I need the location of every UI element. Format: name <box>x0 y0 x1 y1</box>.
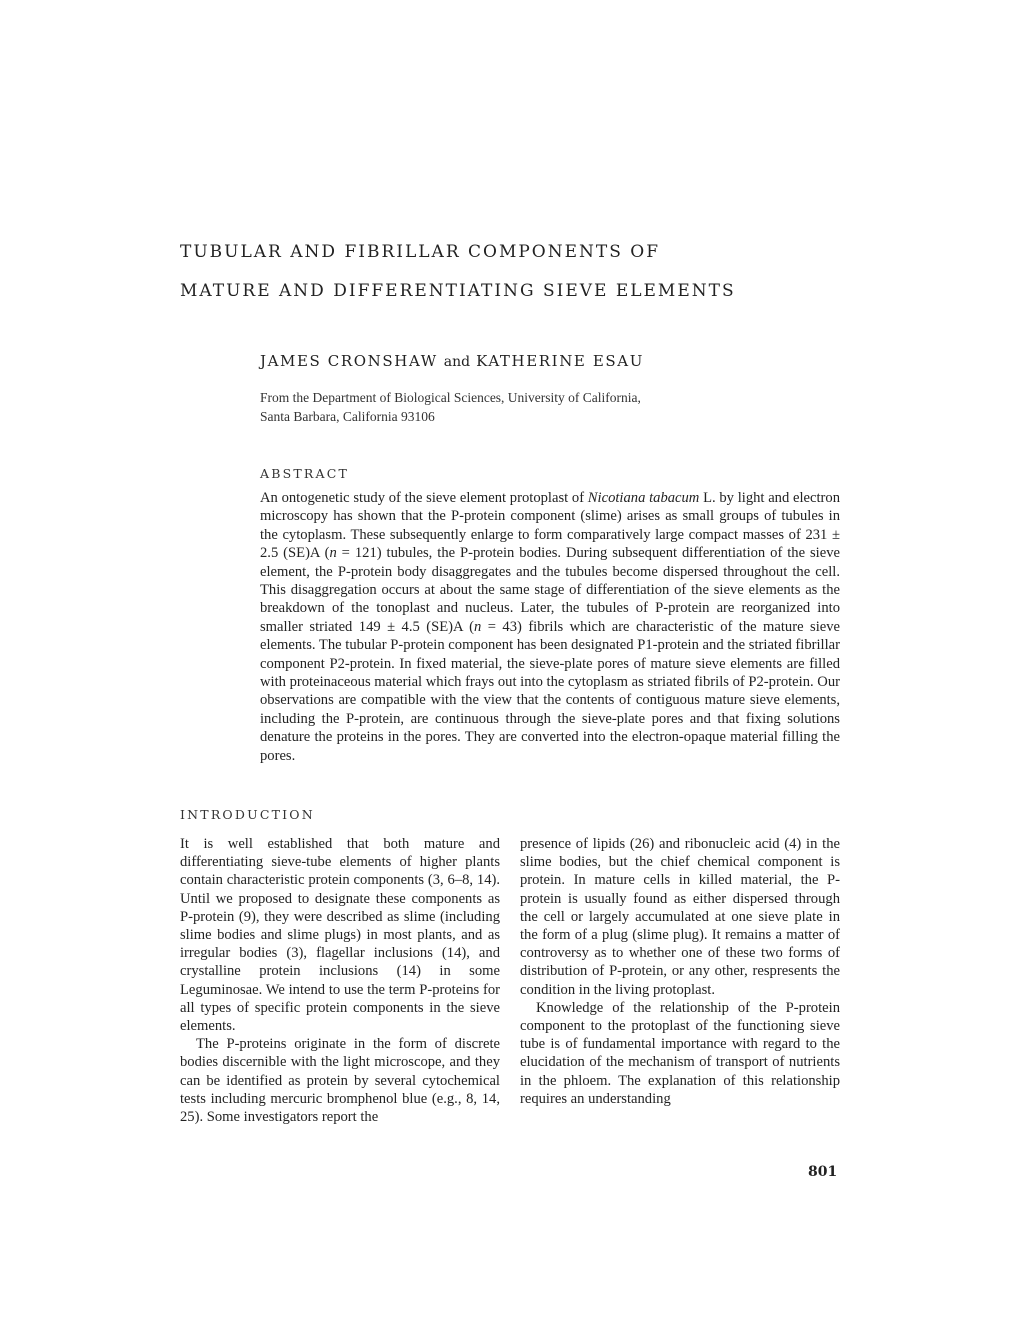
author-cronshaw: JAMES CRONSHAW <box>260 352 438 370</box>
authors <box>260 352 644 370</box>
affiliation-line-1: From the Department of Biological Sciences, University of California, <box>260 390 641 405</box>
abstract-segment-1: An ontogenetic study of the sieve element protoplast of <box>260 490 588 506</box>
abstract-segment-3: = 121) tubules, the P-protein bodies. During subsequent differentiation of the sieve element, the P-protein body disaggregates and the tubules become dispersed throughout the cell. This disaggregation occurs at about the same stage of differentiation of the sieve elements as the breakdown of the tonoplast and nucleus. Later, the tubules of P-protein are reorganized into smaller striated 149 ± 4.5 (SE)A ( <box>260 545 840 635</box>
abstract-segment-4: = 43) fibrils which are characteristic of the mature sieve elements. The tubular P-protein component has been designated P1-protein and the striated fibrillar component P2-protein. In fixed material, the sieve-plate pores of mature sieve elements are filled with proteinaceous material which frays out into the cytoplasm as striated fibrils of P2-protein. Our observations are compatible with the view that the contents of contiguous mature sieve elements, including the P-protein, are continuous through the sieve-plate pores and that fixing solutions denature the proteins in the pores. They are converted into the electron-opaque material filling the pores. <box>260 618 840 764</box>
intro-paragraph-3: presence of lipids (26) and ribonucleic acid (4) in the slime bodies, but the chief chemical component is protein. In mature cells in killed material, the P-protein is usually found as either dispersed through the cell or largely accumulated at one sieve plate in the form of a plug (slime plug). It remains a matter of controversy as to whether one of these two forms of distribution of P-protein, or any other, respresents the condition in the living protoplast. <box>520 836 840 998</box>
affiliation <box>260 388 820 426</box>
title-line-1: TUBULAR AND FIBRILLAR COMPONENTS OF <box>180 242 661 262</box>
authors-conjunction: and <box>443 354 471 370</box>
page-number: 801 <box>808 1164 838 1180</box>
abstract-heading: ABSTRACT <box>260 466 350 481</box>
abstract-segment-2: L. by light and electron microscopy has shown that the P-protein component (slime) arises as small groups of tubules in the cytoplasm. These subsequently enlarge to form comparatively large compact masses of 231 ± 2.5 (SE)A ( <box>260 490 840 562</box>
affiliation-line-2: Santa Barbara, California 93106 <box>260 409 435 424</box>
abstract-text <box>260 489 840 765</box>
intro-paragraph-1: It is well established that both mature and differentiating sieve-tube elements of higher plants contain characteristic protein components (3, 6–8, 14). Until we proposed to designate these components as P-protein (9), they were described as slime (including slime bodies and slime plugs) in most plants, and as irregular bodies (3), flagellar inclusions (14), and crystalline protein inclusions (14) in some Leguminosae. We intend to use the term P-proteins for all types of specific protein components in the sieve elements. <box>180 836 500 1035</box>
intro-paragraph-4: Knowledge of the relationship of the P-protein component to the protoplast of the functioning sieve tube is of fundamental importance with regard to the elucidation of the mechanism of transport of nutrients in the phloem. The explanation of this relationship requires an understanding <box>520 999 840 1107</box>
title-line-2: MATURE AND DIFFERENTIATING SIEVE ELEMENTS <box>180 281 736 301</box>
n-variable-1: n <box>329 545 337 562</box>
author-esau: KATHERINE ESAU <box>476 352 644 370</box>
intro-right-column <box>520 835 840 1108</box>
intro-paragraph-2: The P-proteins originate in the form of discrete bodies discernible with the light microscope, and they can be identified as protein by several cytochemical tests including mercuric bromphenol blue (e.g., 8, 14, 25). Some investigators report the <box>180 1036 500 1126</box>
species-name: Nicotiana tabacum <box>587 490 700 506</box>
introduction-heading: INTRODUCTION <box>180 807 315 822</box>
intro-left-column <box>180 835 500 1126</box>
n-variable-2: n <box>474 618 482 635</box>
